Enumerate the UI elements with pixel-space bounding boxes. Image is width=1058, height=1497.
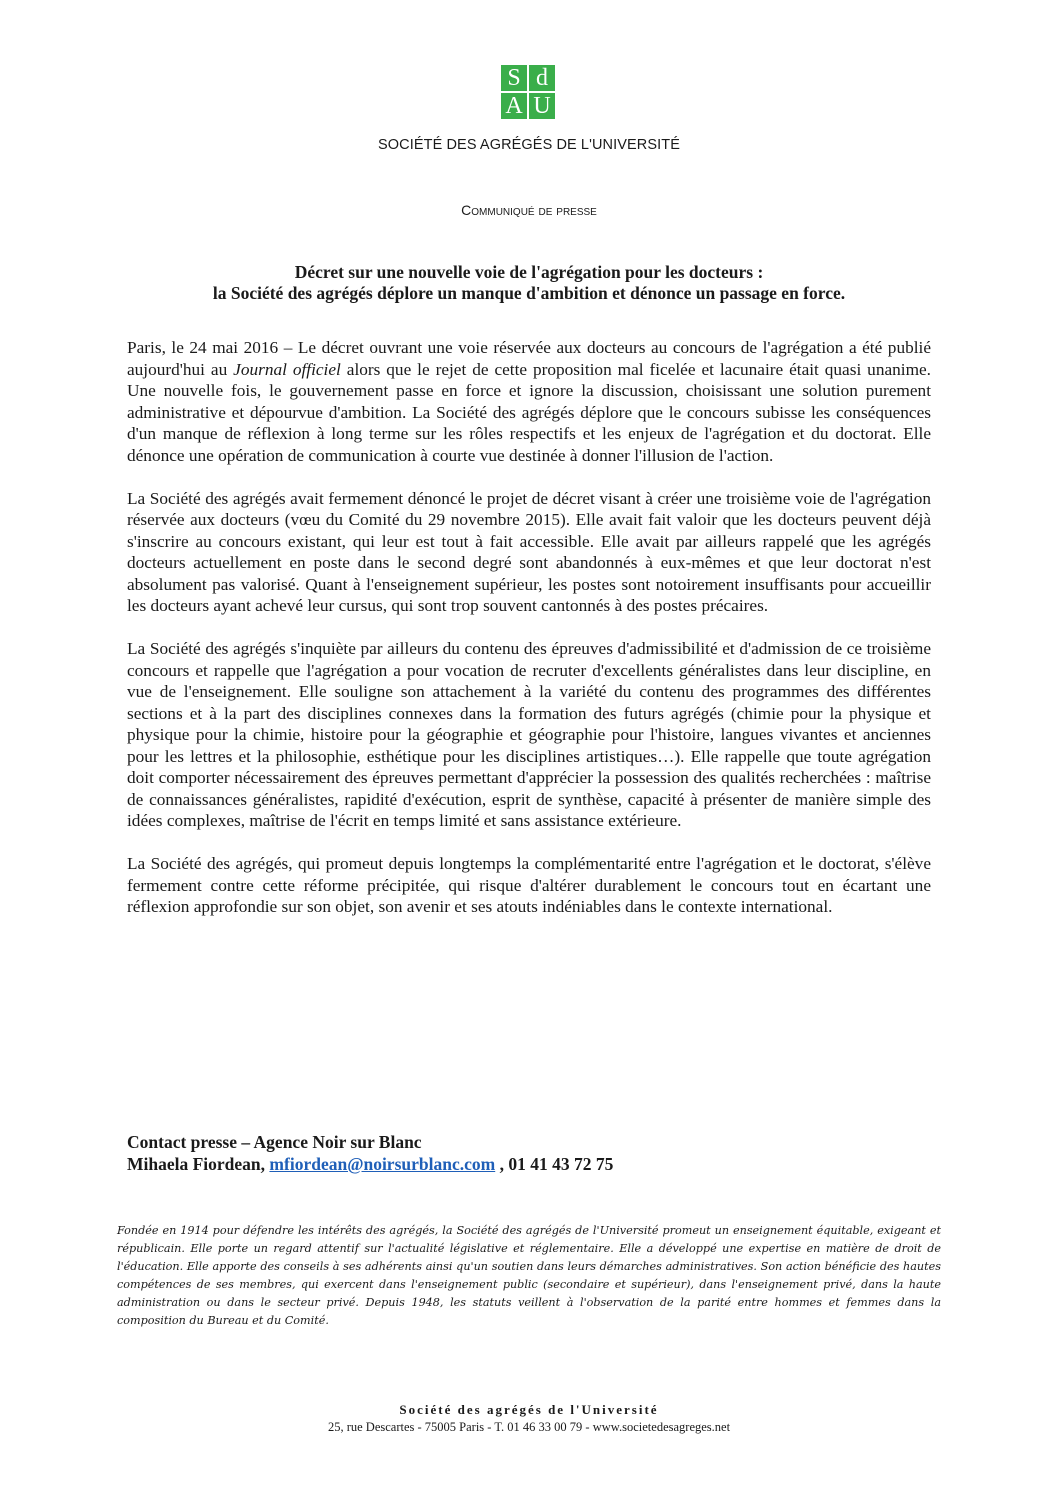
contact-heading: Contact presse – Agence Noir sur Blanc: [127, 1132, 422, 1152]
paragraph-1-text-start: Paris, le 24 mai 2016 – Le décret ouvrant une voie réservée aux docteurs au concours de l'agrégation a été publié aujourd'hui au: [127, 338, 931, 379]
press-release-title: [0, 262, 1058, 304]
contact-details: [127, 1153, 613, 1175]
contact-name: Mihaela Fiordean,: [127, 1154, 266, 1174]
logo-letter-d: d: [529, 65, 555, 91]
contact-phone: 01 41 43 72 75: [508, 1154, 614, 1174]
title-line-1: Décret sur une nouvelle voie de l'agrégation pour les docteurs :: [294, 262, 764, 282]
press-contact: [127, 1131, 613, 1175]
organization-name: SOCIÉTÉ DES AGRÉGÉS DE L'UNIVERSITÉ: [378, 137, 680, 153]
press-release-body: [127, 337, 931, 939]
footer-organization-name: Société des agrégés de l'Université: [399, 1402, 659, 1417]
paragraph-1-text-end: alors que le rejet de cette proposition mal ficelée et lacunaire était quasi unanime. Une nouvelle fois, le gouvernement passe en force et ignore la discussion, choisissant une solution purement administrative et dépourvue d'ambition. La Société des agrégés déplore que le concours subisse les conséquences d'un manque de réflexion à long terme sur les rôles respectifs et les enjeux de l'agrégation et du doctorat. Elle dénonce une opération de communication à courte vue destinée à donner l'illusion de l'action.: [127, 359, 932, 465]
sdau-logo: [501, 65, 555, 119]
about-organization: Fondée en 1914 pour défendre les intérêts des agrégés, la Société des agrégés de l'Université promeut un enseignement équitable, exigeant et républicain. Elle porte un regard attentif sur l'actualité législative et réglementaire. Elle a développé une expertise en matière de droit de l'éducation. Elle apporte des conseils à ses adhérents ainsi qu'un soutien dans leurs démarches administratives. Son action bénéficie des hautes compétences de ses membres, qui exercent dans l'enseignement public (secondaire et supérieur), dans l'enseignement privé, dans la haute administration ou dans le secteur privé. Depuis 1948, les statuts veillent à l'observation de la parité entre hommes et femmes dans la composition du Bureau et du Comité.: [117, 1224, 941, 1327]
body-paragraph-3: La Société des agrégés s'inquiète par ailleurs du contenu des épreuves d'admissibilité et d'admission de ce troisième concours et rappelle que l'agrégation a pour vocation de recruter d'excellents généralistes dans leur discipline, en vue de l'enseignement. Elle souligne son attachement à la variété du contenu des programmes des différentes sections et à la part des disciplines connexes dans la formation des futurs agrégés (chimie pour la physique et physique pour la chimie, histoire pour la géographie et géographie pour l'histoire, langues vivantes et anciennes pour les lettres et la philosophie, esthétique pour les disciplines artistiques…). Elle rappelle que toute agrégation doit comporter nécessairement des épreuves permettant d'apprécier la possession des qualités recherchées : maîtrise de connaissances généralistes, rapidité d'exécution, esprit de synthèse, capacité à présenter de manière simple des idées complexes, maîtrise de l'écrit en temps limité et sans assistance extérieure.: [127, 639, 931, 830]
logo-letter-s: S: [501, 65, 527, 91]
document-type: Communiqué de presse: [461, 202, 597, 218]
contact-email-link[interactable]: mfiordean@noirsurblanc.com: [269, 1154, 496, 1174]
body-paragraph-4: La Société des agrégés, qui promeut depuis longtemps la complémentarité entre l'agrégation et le doctorat, s'élève fermement contre cette réforme précipitée, qui risque d'altérer durablement le concours tout en écartant une réflexion approfondie sur son objet, son avenir et ses atouts indéniables dans le contexte international.: [127, 854, 931, 916]
body-paragraph-1: [127, 337, 931, 466]
contact-separator: ,: [495, 1154, 509, 1174]
logo-letter-a: A: [501, 93, 527, 119]
logo-letter-u: U: [529, 93, 555, 119]
footer-address: 25, rue Descartes - 75005 Paris - T. 01 46 33 00 79 - www.societedesagreges.net: [327, 1420, 731, 1434]
title-line-2: la Société des agrégés déplore un manque d'ambition et dénonce un passage en force.: [212, 283, 846, 303]
journal-officiel-italic: Journal officiel: [233, 359, 341, 379]
body-paragraph-2: La Société des agrégés avait fermement dénoncé le projet de décret visant à créer une troisième voie de l'agrégation réservée aux docteurs (vœu du Comité du 29 novembre 2015). Elle avait fait valoir que les docteurs peuvent déjà s'inscrire au concours existant, qui leur est tout à fait accessible. Elle avait par ailleurs rappelé que les agrégés docteurs actuellement en poste dans le second degré sont abandonnés à eux-mêmes et que leur doctorat n'est absolument pas valorisé. Quant à l'enseignement supérieur, les postes sont notoirement insuffisants pour accueillir les docteurs ayant achevé leur cursus, qui sont trop souvent cantonnés à des postes précaires.: [127, 488, 931, 615]
